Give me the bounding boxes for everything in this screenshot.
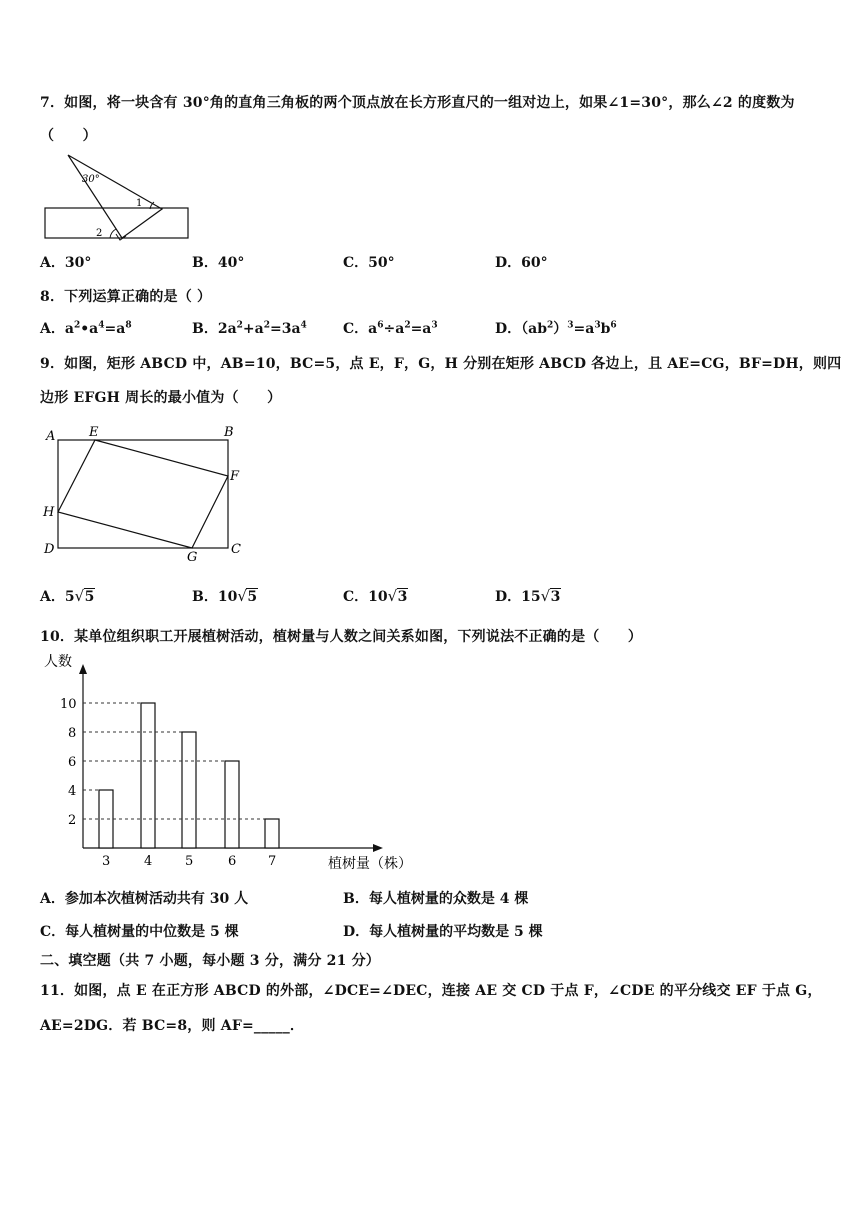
q8-option-b[interactable]: B．$2a^2+a^2=3a^4$ [192, 320, 307, 337]
y-axis-arrow [79, 664, 87, 674]
q10-option-c[interactable]: C．每人植树量的中位数是 5 棵 [40, 924, 239, 940]
q10-option-b[interactable]: B．每人植树量的众数是 4 棵 [343, 891, 529, 907]
y-tick-label-10: 10 [60, 697, 77, 712]
q9-option-a[interactable]: A．5 √ 5 [40, 587, 95, 605]
label-f: F [230, 469, 240, 484]
q8-option-d[interactable]: D．$(ab^2)^3=a^3b^6$ [495, 320, 617, 337]
sqrt-symbol: √ 5 [237, 587, 258, 605]
x-tick-label-3: 3 [102, 854, 111, 869]
label-h: H [43, 505, 55, 520]
rectangle-abcd [58, 440, 228, 548]
q10-stem: 10．某单位组织职工开展植树活动，植树量与人数之间关系如图，下列说法不正确的是（ ） [40, 629, 643, 645]
y-tick-label-8: 8 [68, 726, 77, 741]
q9-option-b[interactable]: B．10 √ 5 [192, 587, 258, 605]
angle2-arc [110, 229, 116, 238]
q8-stem: 8．下列运算正确的是（ ） [40, 289, 212, 305]
angle2-label: 2 [96, 228, 103, 239]
y-tick-label-2: 2 [68, 813, 77, 828]
label-d: D [44, 542, 55, 557]
section2-title: 二、填空题（共 7 小题，每小题 3 分，满分 21 分） [40, 953, 381, 969]
angle30-label: 30° [82, 174, 100, 185]
label-e: E [89, 425, 99, 440]
x-tick-label-4: 4 [144, 854, 153, 869]
bar-5 [182, 732, 196, 848]
q7-figure [40, 150, 195, 245]
x-axis-arrow [373, 844, 383, 852]
q7-option-b[interactable]: B．40° [192, 255, 245, 271]
q7-option-a[interactable]: A．30° [40, 255, 92, 271]
q11-stem-line1: 11．如图，点 E 在正方形 ABCD 的外部，∠DCE=∠DEC，连接 AE 交 CD 于点 F，∠CDE 的平分线交 EF 于点 G， [40, 983, 822, 999]
q10-option-a[interactable]: A．参加本次植树活动共有 30 人 [40, 891, 249, 907]
q8-option-a[interactable]: A．$a^2•a^4=a^8$ [40, 320, 132, 337]
triangle-plate [68, 155, 162, 238]
sqrt-symbol: √ 3 [540, 587, 561, 605]
x-tick-label-7: 7 [268, 854, 277, 869]
ruler [45, 208, 188, 238]
q7-option-d[interactable]: D．60° [495, 255, 548, 271]
q8-option-c[interactable]: C．$a^6\div a^2=a^3$ [343, 320, 438, 337]
y-tick-label-4: 4 [68, 784, 77, 799]
bar-4 [141, 703, 155, 848]
q9-stem-line1: 9．如图，矩形 ABCD 中，AB=10，BC=5，点 E，F，G，H 分别在矩形 ABCD 各边上，且 AE=CG，BF=DH，则四 [40, 356, 842, 372]
sqrt-symbol: √ 3 [387, 587, 408, 605]
q10-bar-chart [40, 650, 440, 875]
bar-7 [265, 819, 279, 848]
x-axis-label: 植树量（株） [328, 856, 412, 872]
q7-option-c[interactable]: C．50° [343, 255, 395, 271]
sqrt-symbol: √ 5 [74, 587, 95, 605]
label-a: A [46, 429, 56, 444]
label-g: G [187, 550, 198, 565]
y-axis-label: 人数 [44, 654, 72, 670]
x-tick-label-6: 6 [228, 854, 237, 869]
bar-6 [225, 761, 239, 848]
q10-option-d[interactable]: D．每人植树量的平均数是 5 棵 [343, 924, 543, 940]
q9-stem-line2: 边形 EFGH 周长的最小值为（ ） [40, 390, 282, 406]
q9-figure [40, 420, 250, 565]
y-tick-label-6: 6 [68, 755, 77, 770]
angle1-label: 1 [136, 198, 143, 209]
q11-stem-line2: AE=2DG．若 BC=8，则 AF=_____． [40, 1018, 305, 1034]
x-tick-label-5: 5 [185, 854, 194, 869]
q7-stem-line1: 7．如图，将一块含有 30°角的直角三角板的两个顶点放在长方形直尺的一组对边上，如果∠1=30°，那么∠2 的度数为 [40, 95, 795, 111]
q9-option-d[interactable]: D．15 √ 3 [495, 587, 561, 605]
quadrilateral-efgh [58, 440, 228, 548]
q7-paren: （ ） [40, 128, 97, 144]
label-b: B [224, 425, 234, 440]
label-c: C [231, 542, 241, 557]
q9-option-c[interactable]: C．10 √ 3 [343, 587, 408, 605]
